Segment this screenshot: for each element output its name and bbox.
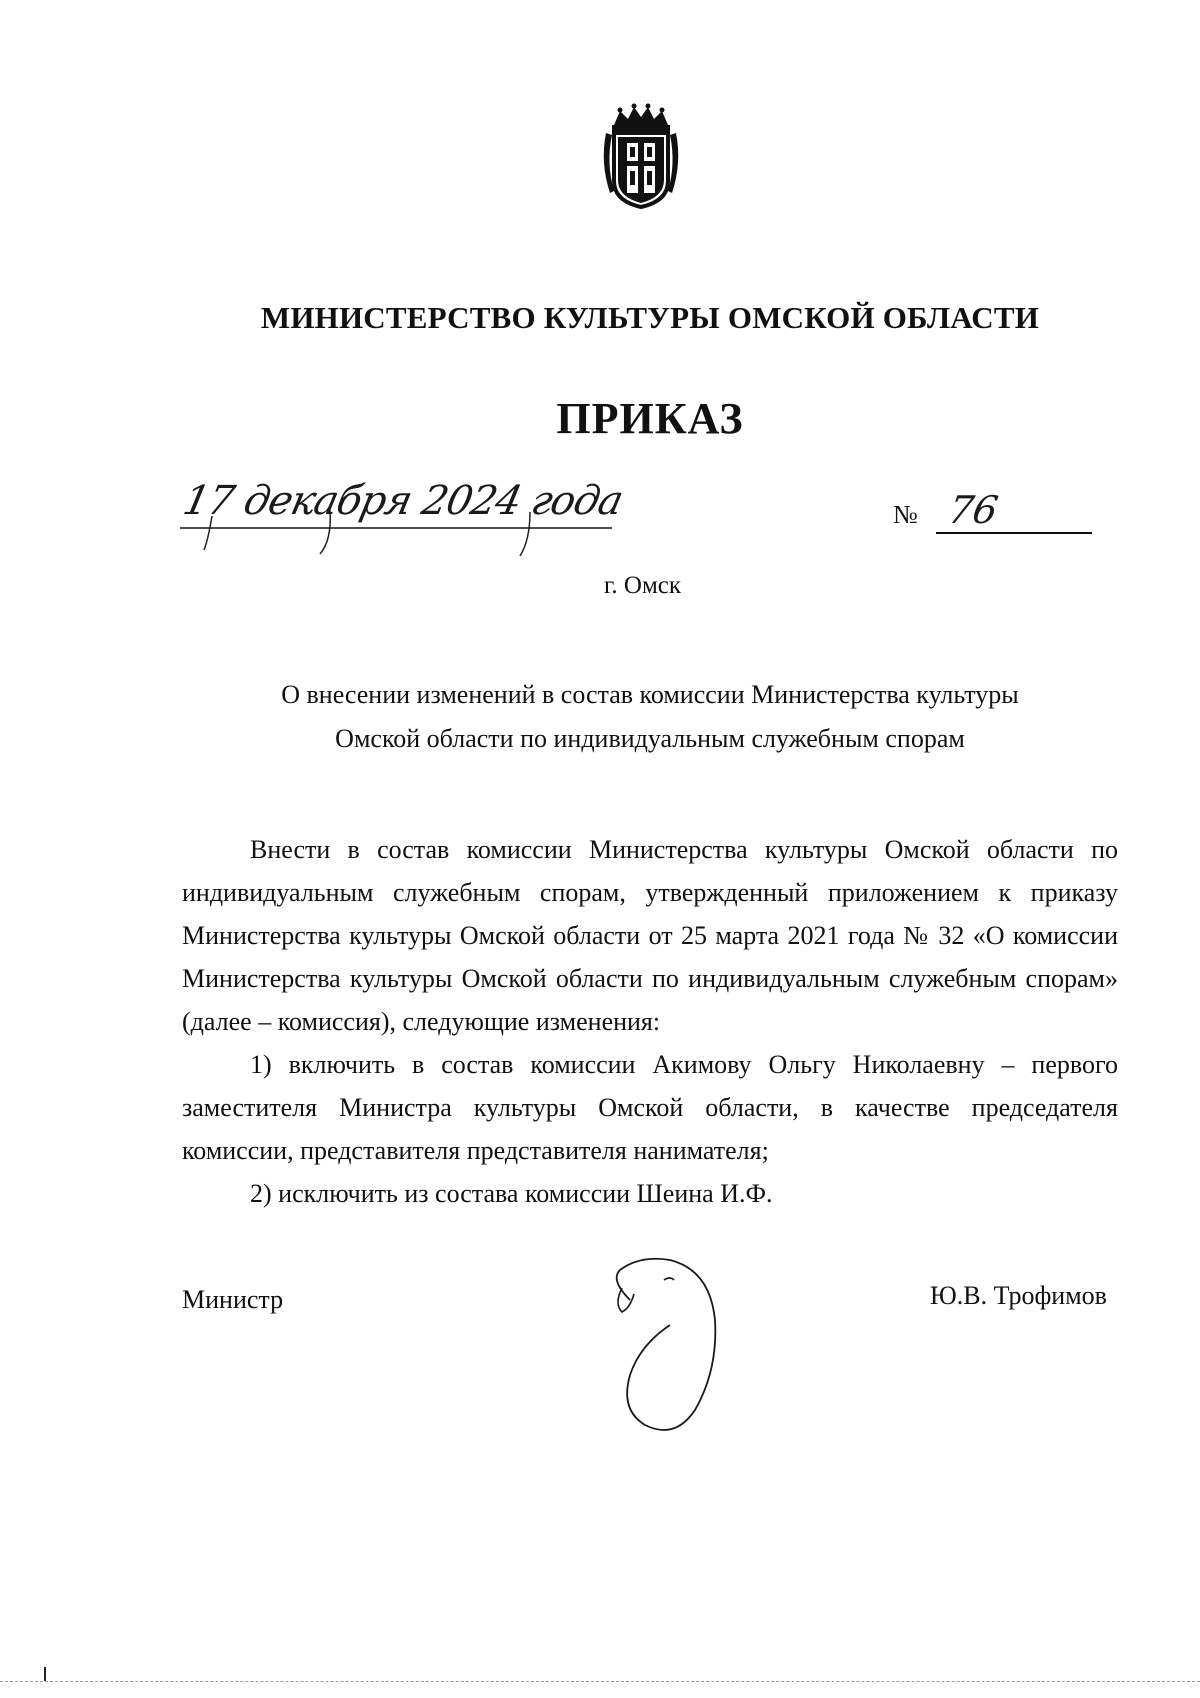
city-label: г. Омск	[604, 572, 682, 599]
number-underline	[936, 532, 1092, 534]
handwritten-number: 76	[945, 488, 1002, 532]
body-paragraph: Внести в состав комиссии Министерства культуры Омской области по индивидуальным служебным спорам, утвержденный приложением к приказу Министерства культуры Омской области от 25 марта 2021 года № 32 «О комиссии Министерства культуры Омской области по индивидуальным служебным спорам» (далее – комиссия), следующие изменения:	[182, 835, 1118, 1036]
subject-line-2: Омской области по индивидуальным служебным спорам	[335, 724, 965, 753]
subject-line-1: О внесении изменений в состав комиссии Министерства культуры	[281, 680, 1019, 709]
signer-name: Ю.В. Трофимов	[930, 1281, 1107, 1310]
document-subject	[150, 673, 1150, 761]
document-body	[182, 828, 1118, 1215]
scan-edge-mark	[44, 1667, 46, 1681]
document-number	[893, 488, 1113, 538]
handwritten-date-text: 17 декабря 2024 года	[179, 478, 627, 524]
number-sign: №	[893, 500, 918, 529]
signer-role: Министр	[182, 1285, 284, 1314]
ministry-name: МИНИСТЕРСТВО КУЛЬТУРЫ ОМСКОЙ ОБЛАСТИ	[260, 300, 1040, 335]
omsk-coat-of-arms-icon	[600, 103, 682, 211]
document-type-title: ПРИКАЗ	[556, 394, 744, 443]
body-item-2: 2) исключить из состава комиссии Шеина И.Ф.	[250, 1179, 773, 1208]
body-item-1: 1) включить в состав комиссии Акимову Ольгу Николаевну – первого заместителя Министра культуры Омской области, в качестве председателя комиссии, представителя представителя нанимателя;	[182, 1050, 1118, 1165]
handwritten-signature-icon	[600, 1250, 730, 1440]
handwritten-date	[180, 470, 660, 560]
scan-bottom-edge	[0, 1681, 1200, 1682]
